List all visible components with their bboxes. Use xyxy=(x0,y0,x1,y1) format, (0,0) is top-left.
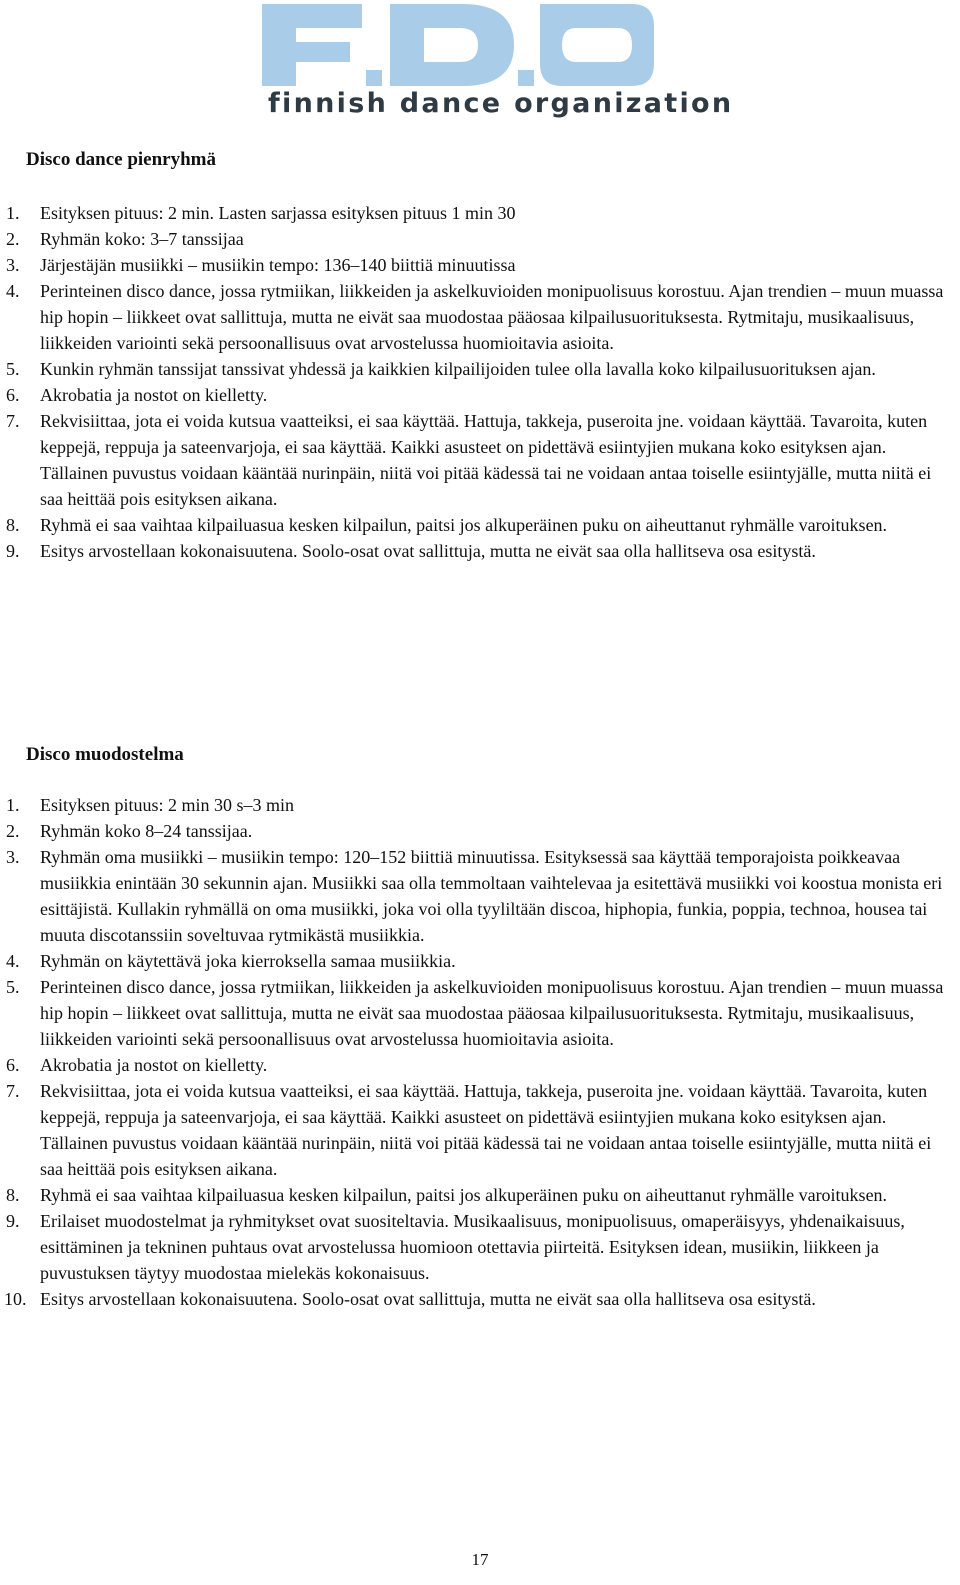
list-item xyxy=(0,408,960,512)
list-item xyxy=(0,844,960,948)
item-number: 10. xyxy=(4,1289,27,1309)
item-text: Perinteinen disco dance, jossa rytmiikan, liikkeiden ja askelkuvioiden monipuolisuus korostuu. Ajan trendien – muun muassa hip hopin – liikkeet ovat sallittuja, mutta ne eivät saa muodostaa pääosaa kilpailusuorituksesta. Rytmitaju, musikaalisuus, liikkeiden variointi sekä persoonallisuus ovat arvostelussa huomioitavia asioita. xyxy=(40,281,944,353)
item-text: Esityksen pituus: 2 min. Lasten sarjassa esityksen pituus 1 min 30 xyxy=(40,203,516,223)
item-text: Ryhmä ei saa vaihtaa kilpailuasua kesken kilpailun, paitsi jos alkuperäinen puku on aiheuttanut ryhmälle varoituksen. xyxy=(40,1185,888,1205)
list-item xyxy=(0,278,960,356)
item-text: Esitys arvostellaan kokonaisuutena. Soolo-osat ovat sallittuja, mutta ne eivät saa olla hallitseva osa esitystä. xyxy=(40,541,816,561)
item-number: 4. xyxy=(6,951,20,971)
section-title: Disco dance pienryhmä xyxy=(26,149,216,170)
item-number: 8. xyxy=(6,515,20,535)
item-number: 5. xyxy=(6,359,20,379)
item-text: Erilaiset muodostelmat ja ryhmitykset ovat suositeltavia. Musikaalisuus, monipuolisuus, omaperäisyys, yhdenaikaisuus, esittäminen ja tekninen puhtaus ovat arvostelussa huomioon otettavia piirteitä. Esityksen idean, musiikin, liikkeen ja puvustuksen täytyy muodostaa mielekäs kokonaisuus. xyxy=(40,1211,905,1283)
logo-dot-1 xyxy=(366,70,382,86)
item-number: 7. xyxy=(6,1081,20,1101)
list-item xyxy=(0,226,960,252)
rules-list xyxy=(0,792,960,1312)
item-number: 8. xyxy=(6,1185,20,1205)
item-text: Rekvisiittaa, jota ei voida kutsua vaatteiksi, ei saa käyttää. Hattuja, takkeja, puseroita jne. voidaan käyttää. Tavaroita, kuten keppejä, reppuja ja sateenvarjoja, ei saa käyttää. Kaikki asusteet on pidettävä esiintyjien mukana koko esityksen ajan. Tällainen puvustus voidaan kääntää nurinpäin, niitä voi pitää kädessä tai ne voidaan antaa toiselle esiintyjälle, mutta niitä ei saa heittää pois esityksen aikana. xyxy=(40,411,932,509)
logo-dot-2 xyxy=(518,70,534,86)
item-text: Järjestäjän musiikki – musiikin tempo: 136–140 biittiä minuutissa xyxy=(40,255,516,275)
list-item xyxy=(0,382,960,408)
item-text: Ryhmän koko: 3–7 tanssijaa xyxy=(40,229,244,249)
logo-letter-f xyxy=(262,4,362,86)
item-number: 6. xyxy=(6,385,20,405)
item-text: Ryhmän koko 8–24 tanssijaa. xyxy=(40,821,253,841)
item-text: Akrobatia ja nostot on kielletty. xyxy=(40,1055,268,1075)
item-number: 9. xyxy=(6,541,20,561)
item-number: 7. xyxy=(6,411,20,431)
list-item xyxy=(0,1052,960,1078)
item-number: 4. xyxy=(6,281,20,301)
item-text: Esitys arvostellaan kokonaisuutena. Soolo-osat ovat sallittuja, mutta ne eivät saa olla hallitseva osa esitystä. xyxy=(40,1289,816,1309)
item-text: Kunkin ryhmän tanssijat tanssivat yhdessä ja kaikkien kilpailijoiden tulee olla lavalla koko kilpailusuorituksen ajan. xyxy=(40,359,876,379)
list-item xyxy=(0,538,960,564)
item-number: 5. xyxy=(6,977,20,997)
item-number: 3. xyxy=(6,847,20,867)
list-item xyxy=(0,974,960,1052)
list-item xyxy=(0,356,960,382)
page-number: 17 xyxy=(471,1550,489,1569)
list-item xyxy=(0,948,960,974)
list-item xyxy=(0,792,960,818)
fdo-logo-letters xyxy=(262,4,656,92)
item-text: Ryhmän on käytettävä joka kierroksella samaa musiikkia. xyxy=(40,951,456,971)
list-item xyxy=(0,1208,960,1286)
item-number: 3. xyxy=(6,255,20,275)
list-item xyxy=(0,1182,960,1208)
list-item xyxy=(0,512,960,538)
logo-letter-o xyxy=(540,4,654,86)
list-item xyxy=(0,1286,960,1312)
item-text: Akrobatia ja nostot on kielletty. xyxy=(40,385,268,405)
item-number: 2. xyxy=(6,821,20,841)
section-title: Disco muodostelma xyxy=(26,744,184,765)
item-text: Esityksen pituus: 2 min 30 s–3 min xyxy=(40,795,295,815)
item-number: 6. xyxy=(6,1055,20,1075)
list-item xyxy=(0,818,960,844)
item-number: 2. xyxy=(6,229,20,249)
item-text: Ryhmä ei saa vaihtaa kilpailuasua kesken kilpailun, paitsi jos alkuperäinen puku on aiheuttanut ryhmälle varoituksen. xyxy=(40,515,888,535)
rules-list xyxy=(0,200,960,564)
item-text: Rekvisiittaa, jota ei voida kutsua vaatteiksi, ei saa käyttää. Hattuja, takkeja, puseroita jne. voidaan käyttää. Tavaroita, kuten keppejä, reppuja ja sateenvarjoja, ei saa käyttää. Kaikki asusteet on pidettävä esiintyjien mukana koko esityksen ajan. Tällainen puvustus voidaan kääntää nurinpäin, niitä voi pitää kädessä tai ne voidaan antaa toiselle esiintyjälle, mutta niitä ei saa heittää pois esityksen aikana. xyxy=(40,1081,932,1179)
logo-letter-d xyxy=(390,4,514,86)
item-number: 9. xyxy=(6,1211,20,1231)
item-text: Perinteinen disco dance, jossa rytmiikan, liikkeiden ja askelkuvioiden monipuolisuus korostuu. Ajan trendien – muun muassa hip hopin – liikkeet ovat sallittuja, mutta ne eivät saa muodostaa pääosaa kilpailusuorituksesta. Rytmitaju, musikaalisuus, liikkeiden variointi sekä persoonallisuus ovat arvostelussa huomioitavia asioita. xyxy=(40,977,944,1049)
list-item xyxy=(0,1078,960,1182)
fdo-logo xyxy=(262,4,734,124)
list-item xyxy=(0,252,960,278)
list-item xyxy=(0,200,960,226)
logo-tagline: finnish dance organization xyxy=(268,88,734,119)
item-text: Ryhmän oma musiikki – musiikin tempo: 120–152 biittiä minuutissa. Esityksessä saa käyttää temporajoista poikkeavaa musiikkia enintään 30 sekunnin ajan. Musiikki saa olla temmoltaan vaihtelevaa ja esitettävä musiikki voi koostua monista eri esittäjistä. Kullakin ryhmällä on oma musiikki, joka voi olla tyyliltään discoa, hiphopia, funkia, poppia, technoa, housea tai muuta discotanssiin soveltuvaa rytmikästä musiikkia. xyxy=(40,847,943,945)
item-number: 1. xyxy=(6,203,20,223)
item-number: 1. xyxy=(6,795,20,815)
